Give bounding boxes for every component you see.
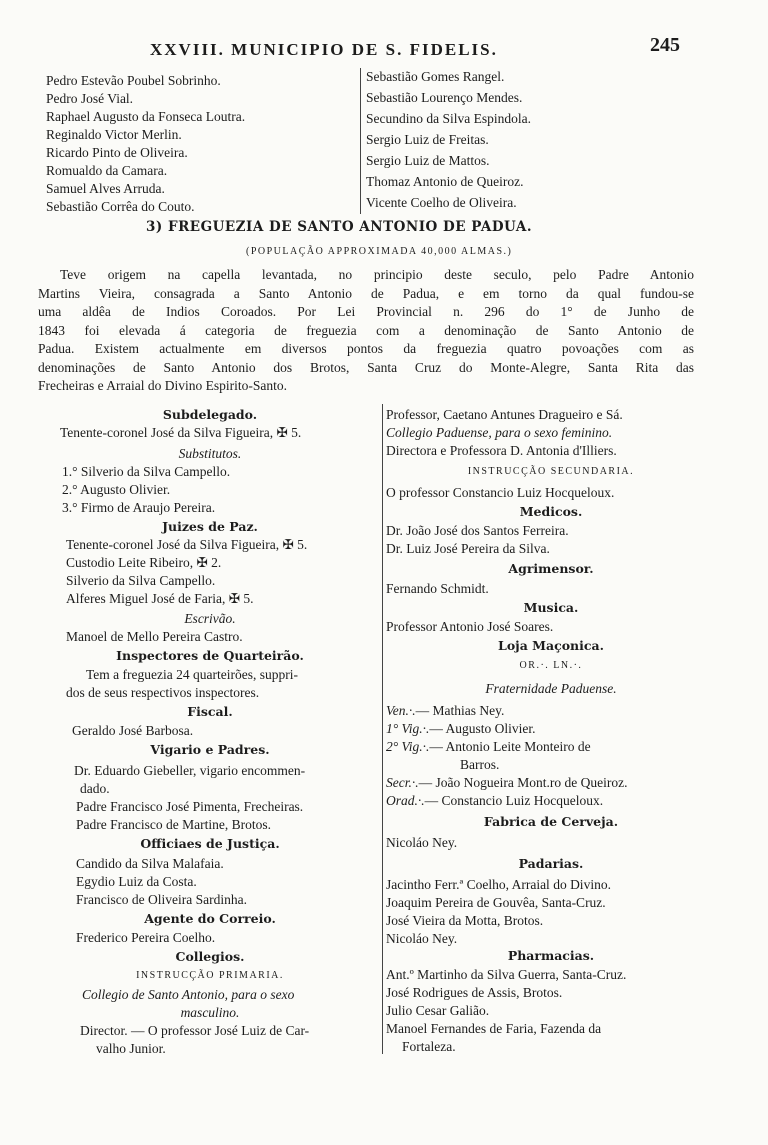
medicos-heading: Medicos. [519, 504, 583, 519]
list-item: Vicente Coelho de Oliveira. [366, 195, 517, 210]
collegio-santo-antonio: masculino. [180, 1005, 240, 1020]
list-item: 3.° Firmo de Araujo Pereira. [62, 500, 216, 515]
list-item: Pedro José Vial. [46, 91, 134, 106]
director-text: Director. — O professor José Luiz de Car- [80, 1023, 310, 1038]
musica-heading: Musica. [523, 600, 579, 615]
secr-label: Secr.·. [386, 775, 419, 790]
ven-label: Ven.·. [386, 703, 416, 718]
list-item: 2.° Augusto Olivier. [62, 482, 171, 497]
agrimensor-heading: Agrimensor. [508, 561, 594, 576]
list-item: Padre Francisco José Pimenta, Frecheiras. [76, 799, 304, 814]
vig1-label: 1° Vig.·. [386, 721, 430, 736]
list-item: Reginaldo Victor Merlin. [46, 127, 182, 142]
section-title: 3) FREGUEZIA DE SANTO ANTONIO DE PADUA. [146, 219, 533, 235]
orad-row [386, 792, 603, 810]
list-item: Dr. Luiz José Pereira da Silva. [386, 541, 550, 556]
column-divider-main [382, 404, 383, 1054]
pharmacias-heading: Pharmacias. [507, 948, 595, 963]
list-item: Secundino da Silva Espindola. [366, 111, 531, 126]
list-item: Sebastião Gomes Rangel. [366, 69, 505, 84]
professor-name: Professor, Caetano Antunes Dragueiro e Sá. [386, 407, 623, 422]
officiaes-heading: Officiaes de Justiça. [140, 836, 280, 851]
vig2-value: — Antonio Leite Monteiro de [429, 739, 591, 754]
escrivao-heading: Escrivão. [184, 611, 236, 626]
vigario-text: dado. [80, 781, 110, 796]
loja-oriente: OR.·. LN.·. [519, 660, 583, 671]
list-item: Manoel Fernandes de Faria, Fazenda da [386, 1021, 602, 1036]
list-item: Romualdo da Camara. [46, 163, 168, 178]
list-item: Sebastião Corrêa do Couto. [46, 199, 195, 214]
list-item: Fortaleza. [402, 1039, 456, 1054]
loja-nome: Fraternidade Paduense. [485, 681, 617, 696]
collegios-heading: Collegios. [175, 949, 245, 964]
agente-heading: Agente do Correio. [144, 911, 276, 926]
secr-value: — João Nogueira Mont.ro de Queiroz. [418, 775, 628, 790]
orad-value: — Constancio Luiz Hocqueloux. [424, 793, 604, 808]
agente-name: Frederico Pereira Coelho. [76, 930, 216, 945]
list-item: Ant.º Martinho da Silva Guerra, Santa-Cruz. [386, 967, 627, 982]
population-note: (POPULAÇÃO APPROXIMADA 40,000 ALMAS.) [246, 246, 513, 257]
vig2-label: 2° Vig.·. [386, 739, 430, 754]
paragraph-line: 1843 foi elevada á categoria de freguezia com a denominação de Santo Antonio de [38, 322, 694, 338]
list-item: Candido da Silva Malafaia. [76, 856, 224, 871]
list-item: Silverio da Silva Campello. [66, 573, 216, 588]
fiscal-name: Geraldo José Barbosa. [72, 723, 194, 738]
cerveja-name: Nicoláo Ney. [386, 835, 458, 850]
instr-primaria-label: INSTRUCÇÃO PRIMARIA. [136, 970, 284, 981]
list-item: Jacintho Ferr.ª Coelho, Arraial do Divino. [386, 877, 611, 892]
list-item: José Rodrigues de Assis, Brotos. [386, 985, 563, 1000]
collegio-santo-antonio: Collegio de Santo Antonio, para o sexo [82, 987, 295, 1002]
list-item: Pedro Estevão Poubel Sobrinho. [46, 73, 221, 88]
list-item: Francisco de Oliveira Sardinha. [76, 892, 247, 907]
list-item: Dr. João José dos Santos Ferreira. [386, 523, 569, 538]
list-item: Egydio Luiz da Costa. [76, 874, 197, 889]
vigario-text: Dr. Eduardo Giebeller, vigario encommen- [74, 763, 306, 778]
vig1-value: — Augusto Olivier. [429, 721, 536, 736]
list-item: Custodio Leite Ribeiro, ✠ 2. [66, 555, 222, 570]
paragraph-line: Frecheiras e Arraial do Divino Espirito-Santo. [38, 378, 287, 393]
paragraph-line: Teve origem na capella levantada, no principio deste seculo, pelo Padre Antonio [60, 267, 694, 282]
list-item: José Vieira da Motta, Brotos. [386, 913, 544, 928]
vig1-row [386, 720, 536, 738]
ven-value: — Mathias Ney. [415, 703, 505, 718]
collegio-paduense: Collegio Paduense, para o sexo feminino. [386, 425, 613, 440]
page-header-title: XXVIII. MUNICIPIO DE S. FIDELIS. [150, 40, 498, 59]
juizes-heading: Juizes de Paz. [162, 519, 258, 534]
inspectores-text: Tem a freguezia 24 quarteirões, suppri- [86, 667, 298, 682]
director-text: valho Junior. [96, 1041, 166, 1056]
list-item: Sergio Luiz de Mattos. [366, 153, 490, 168]
cerveja-heading: Fabrica de Cerveja. [483, 814, 619, 829]
list-item: Tenente-coronel José da Silva Figueira, ✠ 5. [66, 537, 308, 552]
loja-heading: Loja Maçonica. [498, 638, 604, 653]
list-item: Nicoláo Ney. [386, 931, 458, 946]
list-item: 1.° Silverio da Silva Campello. [62, 464, 231, 479]
substitutos-heading: Substitutos. [178, 446, 242, 461]
secr-row [386, 774, 627, 792]
list-item: Thomaz Antonio de Queiroz. [366, 174, 524, 189]
musica-name: Professor Antonio José Soares. [386, 619, 554, 634]
list-item: Padre Francisco de Martine, Brotos. [76, 817, 271, 832]
paragraph-line: denominações de Santo Antonio dos Brotos, Santa Cruz do Monte-Alegre, Santa Rita das [38, 359, 694, 375]
list-item: Ricardo Pinto de Oliveira. [46, 145, 188, 160]
paragraph-line: Martins Vieira, consagrada a Santo Antonio de Padua, e em torno da qual fundou-se [38, 285, 694, 301]
list-item: Joaquim Pereira de Gouvêa, Santa-Cruz. [386, 895, 606, 910]
paragraph-line: uma aldêa de Indios Coroados. Por Lei Provincial n. 296 do 1° de Junho de [38, 304, 694, 319]
directora-name: Directora e Professora D. Antonia d'Illiers. [386, 443, 617, 458]
page-number: 245 [650, 34, 680, 56]
inspectores-heading: Inspectores de Quarteirão. [116, 648, 304, 663]
list-item: Samuel Alves Arruda. [46, 181, 165, 196]
subdelegado-name: Tenente-coronel José da Silva Figueira, ✠ 5. [60, 425, 302, 440]
inspectores-text: dos de seus respectivos inspectores. [66, 685, 260, 700]
subdelegado-heading: Subdelegado. [162, 407, 258, 422]
column-divider-top [360, 68, 361, 214]
prof-secundaria: O professor Constancio Luiz Hocqueloux. [386, 485, 615, 500]
list-item: Raphael Augusto da Fonseca Loutra. [46, 109, 246, 124]
paragraph-line: Padua. Existem actualmente em diversos pontos da freguezia quatro povoações com as [38, 341, 694, 356]
instr-secundaria-label: INSTRUCÇÃO SECUNDARIA. [467, 466, 635, 477]
list-item: Sergio Luiz de Freitas. [366, 132, 489, 147]
orad-label: Orad.·. [386, 793, 425, 808]
list-item: Julio Cesar Galião. [386, 1003, 490, 1018]
escrivao-name: Manoel de Mello Pereira Castro. [66, 629, 243, 644]
vig2-row [386, 738, 591, 756]
list-item: Alferes Miguel José de Faria, ✠ 5. [66, 591, 254, 606]
padarias-heading: Padarias. [518, 856, 584, 871]
agrimensor-name: Fernando Schmidt. [386, 581, 489, 596]
vig2-cont: Barros. [460, 757, 500, 772]
vigario-heading: Vigario e Padres. [150, 742, 270, 757]
fiscal-heading: Fiscal. [187, 704, 233, 719]
list-item: Sebastião Lourenço Mendes. [366, 90, 523, 105]
ven-row [386, 702, 504, 720]
